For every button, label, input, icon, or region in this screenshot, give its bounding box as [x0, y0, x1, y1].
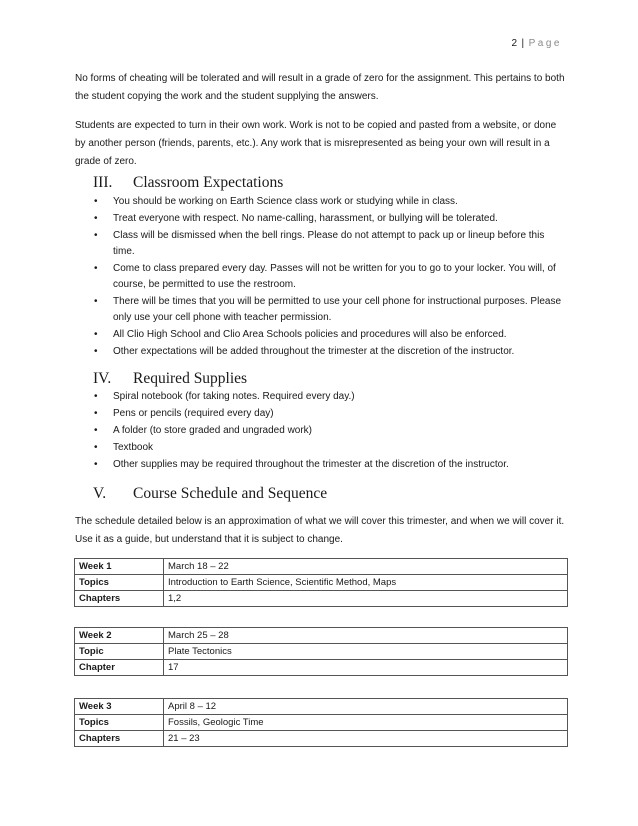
- page-separator: |: [521, 38, 525, 49]
- page-number-header: [511, 38, 562, 49]
- chapter-label: Chapters: [75, 591, 164, 607]
- chapter-label: Chapters: [75, 731, 164, 747]
- own-work-paragraph: Students are expected to turn in their own work. Work is not to be copied and pasted from a website, or done by another person (friends, parents, etc.). Any work that is misrepresented as being your own will result in a grade of zero.: [75, 120, 557, 167]
- section-heading-required-supplies: [93, 370, 247, 388]
- list-item: • Class will be dismissed when the bell rings. Please do not attempt to pack up or lineup before this time.: [93, 228, 563, 260]
- week-dates: March 18 – 22: [164, 559, 568, 575]
- section-title: Required Supplies: [133, 370, 248, 387]
- section-numeral: V.: [93, 485, 107, 502]
- list-item: • All Clio High School and Clio Area Schools policies and procedures will also be enforced.: [93, 327, 563, 343]
- section-numeral: IV.: [93, 370, 112, 387]
- chapter-value: 17: [164, 660, 568, 676]
- table-row: [75, 699, 568, 715]
- topic-value: Plate Tectonics: [164, 644, 568, 660]
- table-row: [75, 644, 568, 660]
- required-supplies-list: [93, 389, 563, 474]
- week-dates: April 8 – 12: [164, 699, 568, 715]
- table-row: [75, 575, 568, 591]
- list-item: • Come to class prepared every day. Passes will not be written for you to go to your locker. You will, of course, be permitted to use the restroom.: [93, 261, 563, 293]
- week-dates: March 25 – 28: [164, 628, 568, 644]
- list-item: • Other expectations will be added throughout the trimester at the discretion of the instructor.: [93, 344, 563, 360]
- page-word: Page: [528, 38, 562, 49]
- schedule-intro-paragraph: The schedule detailed below is an approximation of what we will cover this trimester, and when we will cover it. Use it as a guide, but understand that it is subject to change.: [75, 516, 565, 545]
- schedule-table-week-2: [74, 627, 568, 676]
- list-item: • Textbook: [93, 440, 563, 456]
- page-number: 2: [511, 38, 518, 49]
- section-heading-course-schedule: [93, 485, 327, 503]
- table-row: [75, 731, 568, 747]
- chapter-value: 21 – 23: [164, 731, 568, 747]
- topic-label: Topic: [75, 644, 164, 660]
- list-item: • You should be working on Earth Science class work or studying while in class.: [93, 194, 563, 210]
- list-item: • Other supplies may be required throughout the trimester at the discretion of the instructor.: [93, 457, 563, 473]
- list-item: • A folder (to store graded and ungraded work): [93, 423, 563, 439]
- topic-label: Topics: [75, 715, 164, 731]
- table-row: [75, 715, 568, 731]
- section-numeral: III.: [93, 174, 113, 191]
- schedule-table-week-1: [74, 558, 568, 607]
- section-title: Course Schedule and Sequence: [133, 485, 328, 502]
- table-row: [75, 660, 568, 676]
- table-row: [75, 628, 568, 644]
- list-item: • Spiral notebook (for taking notes. Required every day.): [93, 389, 563, 405]
- chapter-label: Chapter: [75, 660, 164, 676]
- classroom-expectations-list: [93, 194, 563, 361]
- cheating-paragraph: No forms of cheating will be tolerated and will result in a grade of zero for the assignment. This pertains to both the student copying the work and the student supplying the answers.: [75, 73, 565, 102]
- list-item: • Treat everyone with respect. No name-calling, harassment, or bullying will be tolerated.: [93, 211, 563, 227]
- list-item: • There will be times that you will be permitted to use your cell phone for instructional purposes. Please only use your cell phone with teacher permission.: [93, 294, 563, 326]
- week-label: Week 1: [75, 559, 164, 575]
- topic-value: Fossils, Geologic Time: [164, 715, 568, 731]
- topic-label: Topics: [75, 575, 164, 591]
- section-heading-classroom-expectations: [93, 174, 283, 192]
- schedule-table-week-3: [74, 698, 568, 747]
- chapter-value: 1,2: [164, 591, 568, 607]
- table-row: [75, 591, 568, 607]
- list-item: • Pens or pencils (required every day): [93, 406, 563, 422]
- topic-value: Introduction to Earth Science, Scientific Method, Maps: [164, 575, 568, 591]
- week-label: Week 2: [75, 628, 164, 644]
- section-title: Classroom Expectations: [133, 174, 284, 191]
- week-label: Week 3: [75, 699, 164, 715]
- table-row: [75, 559, 568, 575]
